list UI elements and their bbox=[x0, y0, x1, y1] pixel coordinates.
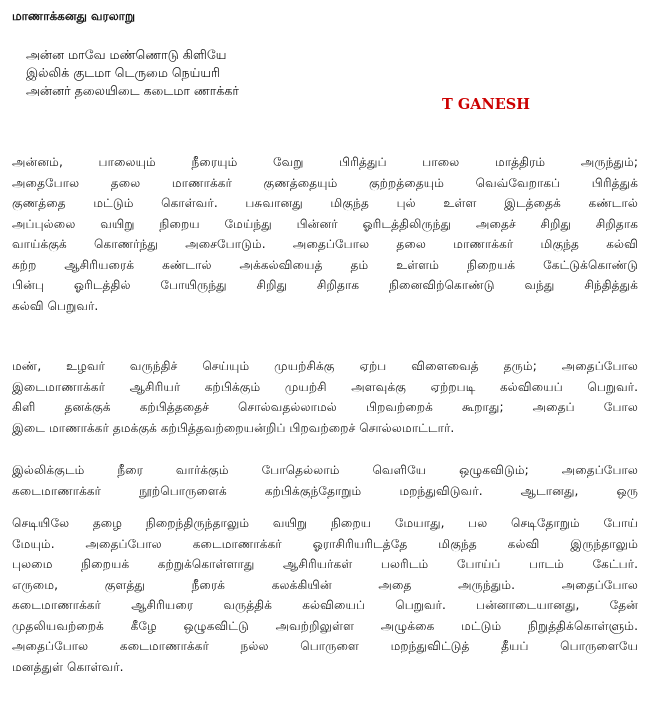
paragraph-line: இடைமாணாக்கர் ஆசிரியர் கற்பிக்கும் முயற்சி அளவுக்கு ஏற்றபடி கல்வியைப் பெறுவர். bbox=[12, 379, 638, 394]
verse-block bbox=[26, 46, 346, 100]
verse-line: அன்ன மாவே மண்ணொடு கிளியே bbox=[26, 47, 227, 62]
paragraph-line: அதைபோல தலை மாணாக்கர் குணத்தையும் குற்றத்தையும் வெவ்வேறாகப் பிரித்துக் bbox=[12, 175, 638, 190]
paragraph-line: இடை மாணாக்கர் தமக்குக் கற்பித்தவற்றையன்றிப் பிறவற்றைச் சொல்லமாட்டார். bbox=[12, 420, 455, 435]
paragraph-line: முதலியவற்றைக் கீழே ஒழுகவிட்டு அவற்றிலுள்ள அழுக்கை மட்டும் நிறுத்திக்கொள்ளும். bbox=[12, 618, 638, 633]
paragraph-4 bbox=[12, 513, 638, 677]
paragraph-3 bbox=[12, 460, 638, 501]
paragraph-line: அன்னம், பாலையும் நீரையும் வேறு பிரித்துப் பாலை மாத்திரம் அருந்தும்; bbox=[12, 155, 638, 169]
paragraph-line: கிளி தனக்குக் கற்பித்ததைச் சொல்வதல்லாமல் பிறவற்றைக் கூறாது; அதைப் போல bbox=[12, 400, 638, 414]
paragraph-line: மேயும். அதைப்போல கடைமாணாக்கர் ஓராசிரியரிடத்தே மிகுந்த கல்வி இருந்தாலும் bbox=[12, 536, 638, 551]
paragraph-line: கற்ற ஆசிரியரைக் கண்டால் அக்கல்வியைத் தம் உள்ளம் நிறையக் கேட்டுக்கொண்டு bbox=[12, 257, 638, 272]
paragraph-line: அதைப்போல கடைமாணாக்கர் நல்ல பொருளை மறந்துவிட்டுத் தீயப் பொருளையே bbox=[12, 639, 638, 653]
paragraph-line: செடியிலே தழை நிறைந்திருந்தாலும் வயிறு நிறைய மேயாது, பல செடிதோறும் போய் bbox=[12, 516, 638, 530]
paragraph-line: எருமை, குளத்து நீரைக் கலக்கியின் அதை அருந்தும். அதைப்போல bbox=[12, 577, 638, 592]
paragraph-line: அப்புல்லை வயிறு நிறைய மேய்ந்து பின்னர் ஓரிடத்திலிருந்து அதைச் சிறிது சிறிதாக bbox=[12, 216, 638, 231]
author-name: T GANESH bbox=[442, 96, 530, 113]
paragraph-line: இல்லிக்குடம் நீரை வார்க்கும் போதெல்லாம் வெளியே ஒழுகவிடும்; அதைப்போல bbox=[12, 463, 638, 477]
paragraph-line: வாய்க்குக் கொணர்ந்து அசைபோடும். அதைப்போல தலை மாணாக்கர் மிகுந்த கல்வி bbox=[12, 237, 638, 251]
paragraph-line: கடைமாணாக்கர் ஆசிரியரை வருத்திக் கல்வியைப் பெறுவர். பன்னாடையானது, தேன் bbox=[12, 598, 638, 612]
paragraph-line: மனத்துள் கொள்வர். bbox=[12, 659, 124, 674]
page-title: மாணாக்கனது வரலாறு bbox=[12, 9, 135, 23]
paragraph-2 bbox=[12, 356, 638, 438]
verse-line: அன்னர் தலையிடை கடைமா ணாக்கர் bbox=[26, 83, 239, 98]
paragraph-line: பின்பு ஓரிடத்தில் போயிருந்து சிறிது சிறிதாக நினைவிற்கொண்டு வந்து சிந்தித்துக் bbox=[12, 278, 638, 292]
paragraph-line: மண், உழவர் வருந்திச் செய்யும் முயற்சிக்கு ஏற்ப விளைவைத் தரும்; அதைப்போல bbox=[12, 359, 638, 373]
paragraph-line: புலமை நிறையக் கற்றுக்கொள்ளாது ஆசிரியர்கள் பலரிடம் போய்ப் பாடம் கேட்பர். bbox=[12, 557, 638, 571]
paragraph-line: கடைமாணாக்கர் நூற்பொருளைக் கற்பிக்குந்தோறும் மறந்துவிடுவர். ஆடானது, ஒரு bbox=[12, 483, 638, 498]
paragraph-line: கல்வி பெறுவர். bbox=[12, 298, 99, 313]
verse-line: இல்லிக் குடமா டெருமை நெய்யரி bbox=[26, 65, 221, 80]
paragraph-line: குணத்தை மட்டும் கொள்வர். பசுவானது மிகுந்த புல் உள்ள இடத்தைக் கண்டால் bbox=[12, 196, 638, 210]
paragraph-1 bbox=[12, 152, 638, 316]
